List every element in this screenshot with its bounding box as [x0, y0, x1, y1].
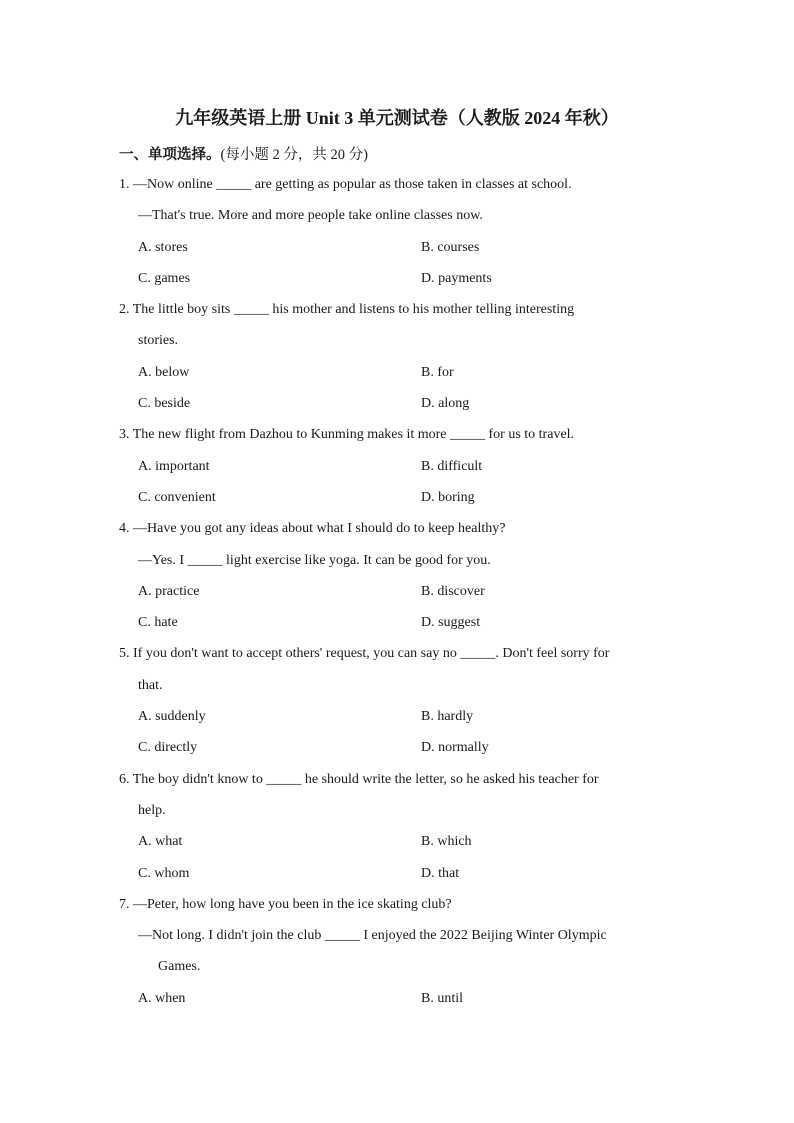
- options-row: [119, 266, 674, 297]
- question-stem: 2. The little boy sits _____ his mother and listens to his mother telling interesting: [119, 302, 575, 318]
- question-6: [119, 767, 674, 892]
- question-5: [119, 641, 674, 766]
- question-stem-continued: —Not long. I didn't join the club _____ I enjoyed the 2022 Beijing Winter Olympic: [138, 928, 607, 944]
- option-b[interactable]: B. discover: [421, 583, 485, 599]
- options-row: [119, 986, 674, 1017]
- option-a[interactable]: A. important: [138, 458, 210, 474]
- question-stem: 5. If you don't want to accept others' request, you can say no _____. Don't feel sorry for: [119, 646, 610, 662]
- option-c[interactable]: C. directly: [138, 740, 198, 756]
- option-d[interactable]: D. normally: [421, 740, 489, 756]
- options-row: [119, 704, 674, 735]
- option-d[interactable]: D. suggest: [421, 615, 481, 631]
- question-7: [119, 892, 674, 1017]
- option-b[interactable]: B. which: [421, 834, 472, 850]
- option-b[interactable]: B. hardly: [421, 709, 474, 725]
- option-c[interactable]: C. games: [138, 270, 191, 286]
- option-b[interactable]: B. courses: [421, 239, 480, 255]
- option-b[interactable]: B. difficult: [421, 458, 483, 474]
- options-row: [119, 485, 674, 516]
- question-4: [119, 516, 674, 641]
- options-row: [119, 579, 674, 610]
- option-c[interactable]: C. convenient: [138, 489, 216, 505]
- question-stem-continued: that.: [138, 677, 163, 693]
- question-3: [119, 422, 674, 516]
- question-stem-continued: Games.: [158, 959, 201, 975]
- option-d[interactable]: D. that: [421, 865, 460, 881]
- question-stem: 4. —Have you got any ideas about what I should do to keep healthy?: [119, 521, 506, 537]
- option-a[interactable]: A. below: [138, 364, 190, 380]
- option-a[interactable]: A. when: [138, 990, 186, 1006]
- option-b[interactable]: B. for: [421, 364, 454, 380]
- options-row: [119, 610, 674, 641]
- option-a[interactable]: A. practice: [138, 583, 200, 599]
- question-2: [119, 297, 674, 422]
- option-d[interactable]: D. payments: [421, 270, 492, 286]
- question-stem-continued: —That's true. More and more people take online classes now.: [138, 208, 483, 224]
- options-row: [119, 454, 674, 485]
- question-stem: 3. The new flight from Dazhou to Kunming makes it more _____ for us to travel.: [119, 427, 575, 443]
- option-a[interactable]: A. what: [138, 834, 183, 850]
- question-stem-continued: stories.: [138, 333, 179, 349]
- option-a[interactable]: A. stores: [138, 239, 188, 255]
- options-row: [119, 829, 674, 860]
- question-stem-continued: help.: [138, 802, 166, 818]
- question-list: [119, 172, 674, 1017]
- option-b[interactable]: B. until: [421, 990, 464, 1006]
- option-c[interactable]: C. whom: [138, 865, 190, 881]
- options-row: [119, 735, 674, 766]
- options-row: [119, 360, 674, 391]
- question-1: [119, 172, 674, 297]
- section-note: (每小题 2 分，共 20 分): [220, 147, 368, 163]
- options-row: [119, 861, 674, 892]
- option-a[interactable]: A. suddenly: [138, 709, 206, 725]
- section-heading: [119, 143, 368, 164]
- option-c[interactable]: C. beside: [138, 396, 191, 412]
- option-c[interactable]: C. hate: [138, 615, 178, 631]
- option-d[interactable]: D. boring: [421, 489, 475, 505]
- page-title: 九年级英语上册 Unit 3 单元测试卷（人教版 2024 年秋）: [175, 108, 619, 128]
- options-row: [119, 391, 674, 422]
- question-stem-continued: —Yes. I _____ light exercise like yoga. It can be good for you.: [138, 552, 491, 568]
- question-stem: 6. The boy didn't know to _____ he should write the letter, so he asked his teacher for: [119, 771, 599, 787]
- question-stem: 7. —Peter, how long have you been in the ice skating club?: [119, 896, 452, 912]
- option-d[interactable]: D. along: [421, 396, 470, 412]
- options-row: [119, 235, 674, 266]
- section-label: 一、单项选择。: [119, 147, 221, 163]
- question-stem: 1. —Now online _____ are getting as popular as those taken in classes at school.: [119, 177, 572, 192]
